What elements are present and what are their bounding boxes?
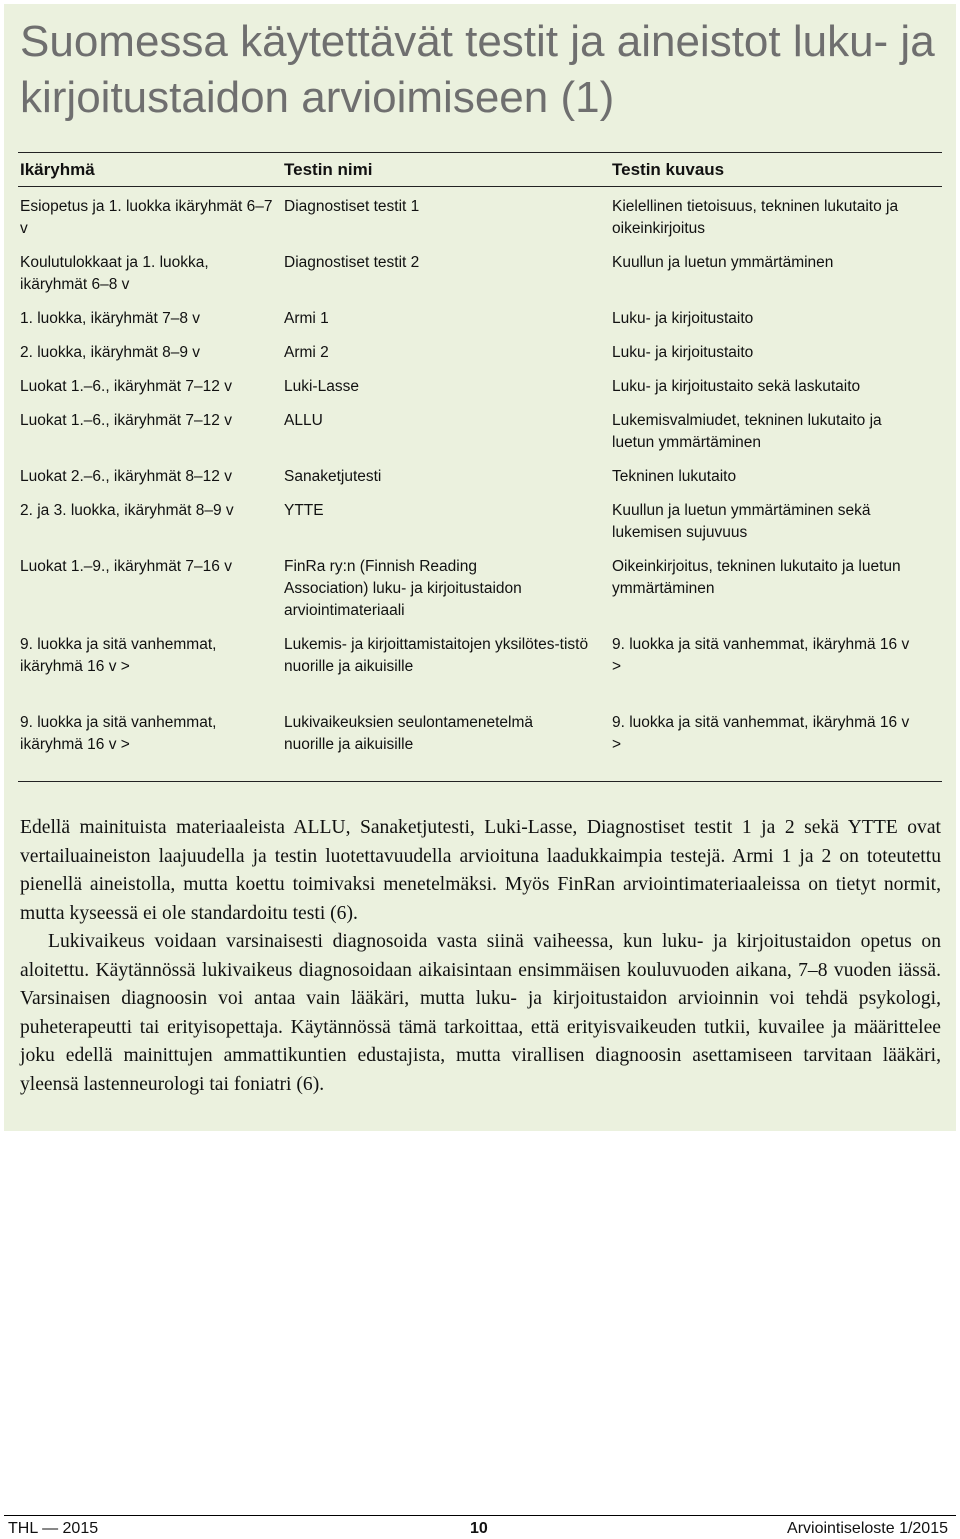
header-age-group: Ikäryhmä <box>20 160 95 179</box>
test-name-cell: Lukivaikeuksien seulontamenetelmä nuorille ja aikuisille <box>284 714 534 753</box>
test-description-cell: 9. luokka ja sitä vanhemmat, ikäryhmä 16 v > <box>612 636 910 675</box>
age-group-cell: Esiopetus ja 1. luokka ikäryhmät 6–7 v <box>20 198 273 237</box>
page-number: 10 <box>470 1520 488 1537</box>
age-group-cell: Luokat 1.–6., ikäryhmät 7–12 v <box>20 378 232 395</box>
test-description-cell: Oikeinkirjoitus, tekninen lukutaito ja luetun ymmärtäminen <box>612 558 901 597</box>
test-description-cell: Luku- ja kirjoitustaito sekä laskutaito <box>612 378 861 395</box>
test-description-cell: Luku- ja kirjoitustaito <box>612 310 754 327</box>
table-top-rule <box>18 152 942 153</box>
age-group-cell: Koulutulokkaat ja 1. luokka, ikäryhmät 6–8 v <box>20 254 209 293</box>
age-group-cell: 9. luokka ja sitä vanhemmat, ikäryhmä 16 v > <box>20 636 217 675</box>
test-name-cell: Armi 1 <box>284 310 329 327</box>
test-name-cell: Armi 2 <box>284 344 329 361</box>
test-name-cell: Luki-Lasse <box>284 378 359 395</box>
table-header-rule <box>18 186 942 187</box>
test-description-cell: 9. luokka ja sitä vanhemmat, ikäryhmä 16 v > <box>612 714 910 753</box>
test-description-cell: Luku- ja kirjoitustaito <box>612 344 754 361</box>
age-group-cell: 2. ja 3. luokka, ikäryhmät 8–9 v <box>20 502 234 519</box>
age-group-cell: Luokat 2.–6., ikäryhmät 8–12 v <box>20 468 232 485</box>
test-name-cell: Diagnostiset testit 2 <box>284 254 420 271</box>
test-description-cell: Lukemisvalmiudet, tekninen lukutaito ja luetun ymmärtäminen <box>612 412 882 451</box>
test-name-cell: Lukemis- ja kirjoittamistaitojen yksilötes-tistö nuorille ja aikuisille <box>284 636 589 675</box>
header-test-description: Testin kuvaus <box>612 160 725 179</box>
age-group-cell: 1. luokka, ikäryhmät 7–8 v <box>20 310 201 327</box>
body-paragraph: Lukivaikeus voidaan varsinaisesti diagnosoida vasta siinä vaiheessa, kun luku- ja kirjoitustaidon opetus on aloitettu. Käytännössä lukivaikeus diagnosoidaan aikaisintaan ensimmäisen kouluvuoden aikana, 7–8 vuoden iässä. Varsinaisen diagnoosin voi antaa vain lääkäri, mutta luku- ja kirjoitustaidon arvioinnin voi tehdä psykologi, puheterapeutti tai erityisopettaja. Käytännössä tämä tarkoittaa, että erityisvaikeuden tutkii, kuvailee ja määrittelee joku edellä mainittujen ammattikuntien edustajista, mutta virallisen diagnoosin asettamiseen tarvitaan lääkäri, yleensä lastenneurologi tai foniatri (6). <box>20 931 941 1095</box>
test-name-cell: Diagnostiset testit 1 <box>284 198 420 215</box>
footer-rule <box>4 1515 956 1516</box>
test-description-cell: Kuullun ja luetun ymmärtäminen sekä lukemisen sujuvuus <box>612 502 871 541</box>
footer-document: Arviointiseloste 1/2015 <box>787 1520 948 1537</box>
page-title: Suomessa käytettävät testit ja aineistot luku- ja kirjoitustaidon arvioimiseen (1) <box>20 17 935 122</box>
age-group-cell: Luokat 1.–9., ikäryhmät 7–16 v <box>20 558 232 575</box>
table-bottom-rule <box>18 781 942 782</box>
test-name-cell: Sanaketjutesti <box>284 468 382 485</box>
age-group-cell: 2. luokka, ikäryhmät 8–9 v <box>20 344 201 361</box>
test-description-cell: Kuullun ja luetun ymmärtäminen <box>612 254 834 271</box>
test-description-cell: Tekninen lukutaito <box>612 468 737 485</box>
test-name-cell: YTTE <box>284 502 324 519</box>
footer-publisher: THL — 2015 <box>8 1520 99 1537</box>
age-group-cell: 9. luokka ja sitä vanhemmat, ikäryhmä 16 v > <box>20 714 217 753</box>
test-name-cell: FinRa ry:n (Finnish Reading Association) luku- ja kirjoitustaidon arviointimateriaali <box>284 558 522 619</box>
body-paragraph: Edellä mainituista materiaaleista ALLU, Sanaketjutesti, Luki-Lasse, Diagnostiset testit 1 ja 2 sekä YTTE ovat vertailuaineiston laajuudella ja testin luotettavuudella arvioituna laadukkaimpia testejä. Armi 1 ja 2 on toteutettu pienellä aineistolla, mutta koettu toimivaksi menetelmäksi. Myös FinRan arviointimateriaaleissa on tietyt normit, mutta kyseessä ei ole standardoitu testi (6). <box>20 817 941 924</box>
header-test-name: Testin nimi <box>284 160 373 179</box>
test-description-cell: Kielellinen tietoisuus, tekninen lukutaito ja oikeinkirjoitus <box>612 198 899 237</box>
age-group-cell: Luokat 1.–6., ikäryhmät 7–12 v <box>20 412 232 429</box>
test-name-cell: ALLU <box>284 412 323 429</box>
